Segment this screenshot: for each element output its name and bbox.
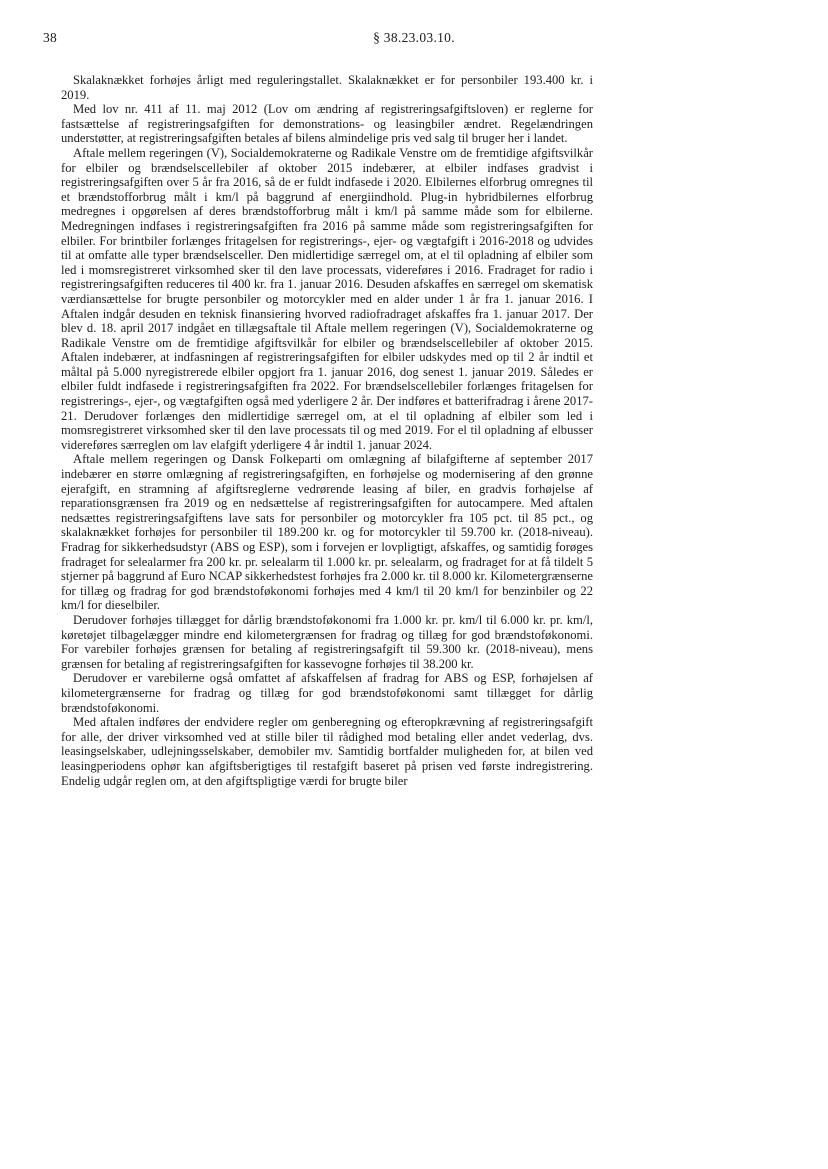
paragraph: Med lov nr. 411 af 11. maj 2012 (Lov om ændring af registreringsafgiftsloven) er reglerne for fastsættelse af registreringsafgiften for demonstrations- og leasingbiler ændret. Regelændringen understøtter, at registreringsafgiften betales af bilens almindelige pris ved salg til bruger her i landet. [61, 102, 593, 146]
paragraph: Skalaknækket forhøjes årligt med reguleringstallet. Skalaknækket er for personbiler 193.400 kr. i 2019. [61, 73, 593, 102]
paragraph: Derudover er varebilerne også omfattet af afskaffelsen af fradrag for ABS og ESP, forhøjelsen af kilometergrænserne for fradrag og tillæg for god brændstoføkonomi samt tillægget for dårlig brændstoføkonomi. [61, 671, 593, 715]
body-text [61, 73, 593, 788]
paragraph: Med aftalen indføres der endvidere regler om genberegning og efteropkrævning af registreringsafgift for alle, der driver virksomhed ved at stille biler til rådighed mod betaling eller andet vederlag, dvs. leasingselskaber, udlejningsselskaber, demobiler mv. Samtidig bortfalder muligheden for, at bilen ved leasingperiodens ophør kan afgiftsberigtiges til restafgift baseret på prisen ved første indregistrering. Endelig udgår reglen om, at den afgiftspligtige værdi for brugte biler [61, 715, 593, 788]
running-head: § 38.23.03.10. [373, 30, 455, 45]
paragraph: Aftale mellem regeringen og Dansk Folkeparti om omlægning af bilafgifterne af september 2017 indebærer en større omlægning af registreringsafgiften, en forhøjelse og modernisering af den grønne ejerafgift, en stramning af afgiftsreglerne vedrørende leasing af biler, en gradvis forhøjelse af reparationsgrænsen fra 2019 og en nedsættelse af registreringsafgiften for autocampere. Med aftalen nedsættes registreringsafgiftens lave sats for personbiler og motorcykler fra 105 pct. til 85 pct., og skalaknækket forhøjes for personbiler til 189.200 kr. og for motorcykler til 59.700 kr. (2018-niveau). Fradrag for sikkerhedsudstyr (ABS og ESP), som i forvejen er lovpligtigt, afskaffes, og samtidig forøges fradraget for selealarmer fra 200 kr. pr. selealarm til 1.000 kr. pr. selealarm, og fradraget for at få tildelt 5 stjerner på baggrund af Euro NCAP sikkerhedstest forhøjes fra 2.000 kr. til 8.000 kr. Kilometergrænserne for tillæg og fradrag for god brændstoføkonomi forhøjes med 4 km/l til 20 km/l for benzinbiler og 22 km/l for dieselbiler. [61, 452, 593, 613]
paragraph: Derudover forhøjes tillægget for dårlig brændstoføkonomi fra 1.000 kr. pr. km/l til 6.000 kr. pr. km/l, køretøjet tilbagelægger mindre end kilometergrænsen for fradrag og tillæg for god brændstoføkonomi. For varebiler forhøjes grænsen for betaling af registreringsafgift til 59.300 kr. (2018-niveau), mens grænsen for betaling af registreringsafgiften for kassevogne forhøjes til 38.200 kr. [61, 612, 593, 671]
paragraph: Aftale mellem regeringen (V), Socialdemokraterne og Radikale Venstre om de fremtidige afgiftsvilkår for elbiler og brændselscellebiler af oktober 2015 indebærer, at elbiler indfases gradvist i registreringsafgiften over 5 år fra 2016, så de er fuldt indfasede i 2020. Elbilernes elforbrug omregnes til et brændstofforbrug målt i km/l på baggrund af energiindhold. Plug-in hybridbilernes elforbrug medregnes i opgørelsen af deres brændstofforbrug målt i km/l på samme måde som for elbilerne. Medregningen indfases i registreringsafgiften fra 2016 på samme måde som registreringsafgiften for elbiler. For brintbiler forlænges fritagelsen for registrerings-, ejer- og vægtafgift i 2016-2018 og udvides til at omfatte alle typer brændselsceller. Den midlertidige særregel om, at el til opladning af elbiler som led i momsregistreret virksomhed sker til den lave processats, videreføres i 2016. Fradraget for radio i registreringsafgiften reduceres til 400 kr. fra 1. januar 2016. Desuden afskaffes en særregel om skematisk værdiansættelse for brugte personbiler og motorcykler med en alder under 1 år fra 1. januar 2016. I Aftalen indgår desuden en teknisk finansiering hvorved radiofradraget afskaffes fra 1. januar 2017. Der blev d. 18. april 2017 indgået en tillægsaftale til Aftale mellem regeringen (V), Socialdemokraterne og Radikale Venstre om de fremtidige afgiftsvilkår for elbiler og brændselscellebiler af oktober 2015. Aftalen indebærer, at indfasningen af registreringsafgiften for elbiler udskydes med op til 2 år indtil et måltal på 5.000 nyregistrerede elbiler opgjort fra 1. januar 2016, dog senest 1. januar 2019. Således er elbiler fuldt indfasede i registreringsafgiften fra 2022. For brændselscellebiler forlænges fritagelsen for registrerings-, ejer-, og vægtafgiften også med yderligere 2 år. Der indføres et batterifradrag i årene 2017-21. Derudover forlænges den midlertidige særregel om, at el til opladning af elbiler som led i momsregistreret virksomhed sker til den lave processats til og med 2019. For el til opladning af elbusser videreføres særreglen om lav elafgift yderligere 4 år indtil 1. januar 2024. [61, 145, 593, 452]
page-number: 38 [43, 30, 57, 45]
